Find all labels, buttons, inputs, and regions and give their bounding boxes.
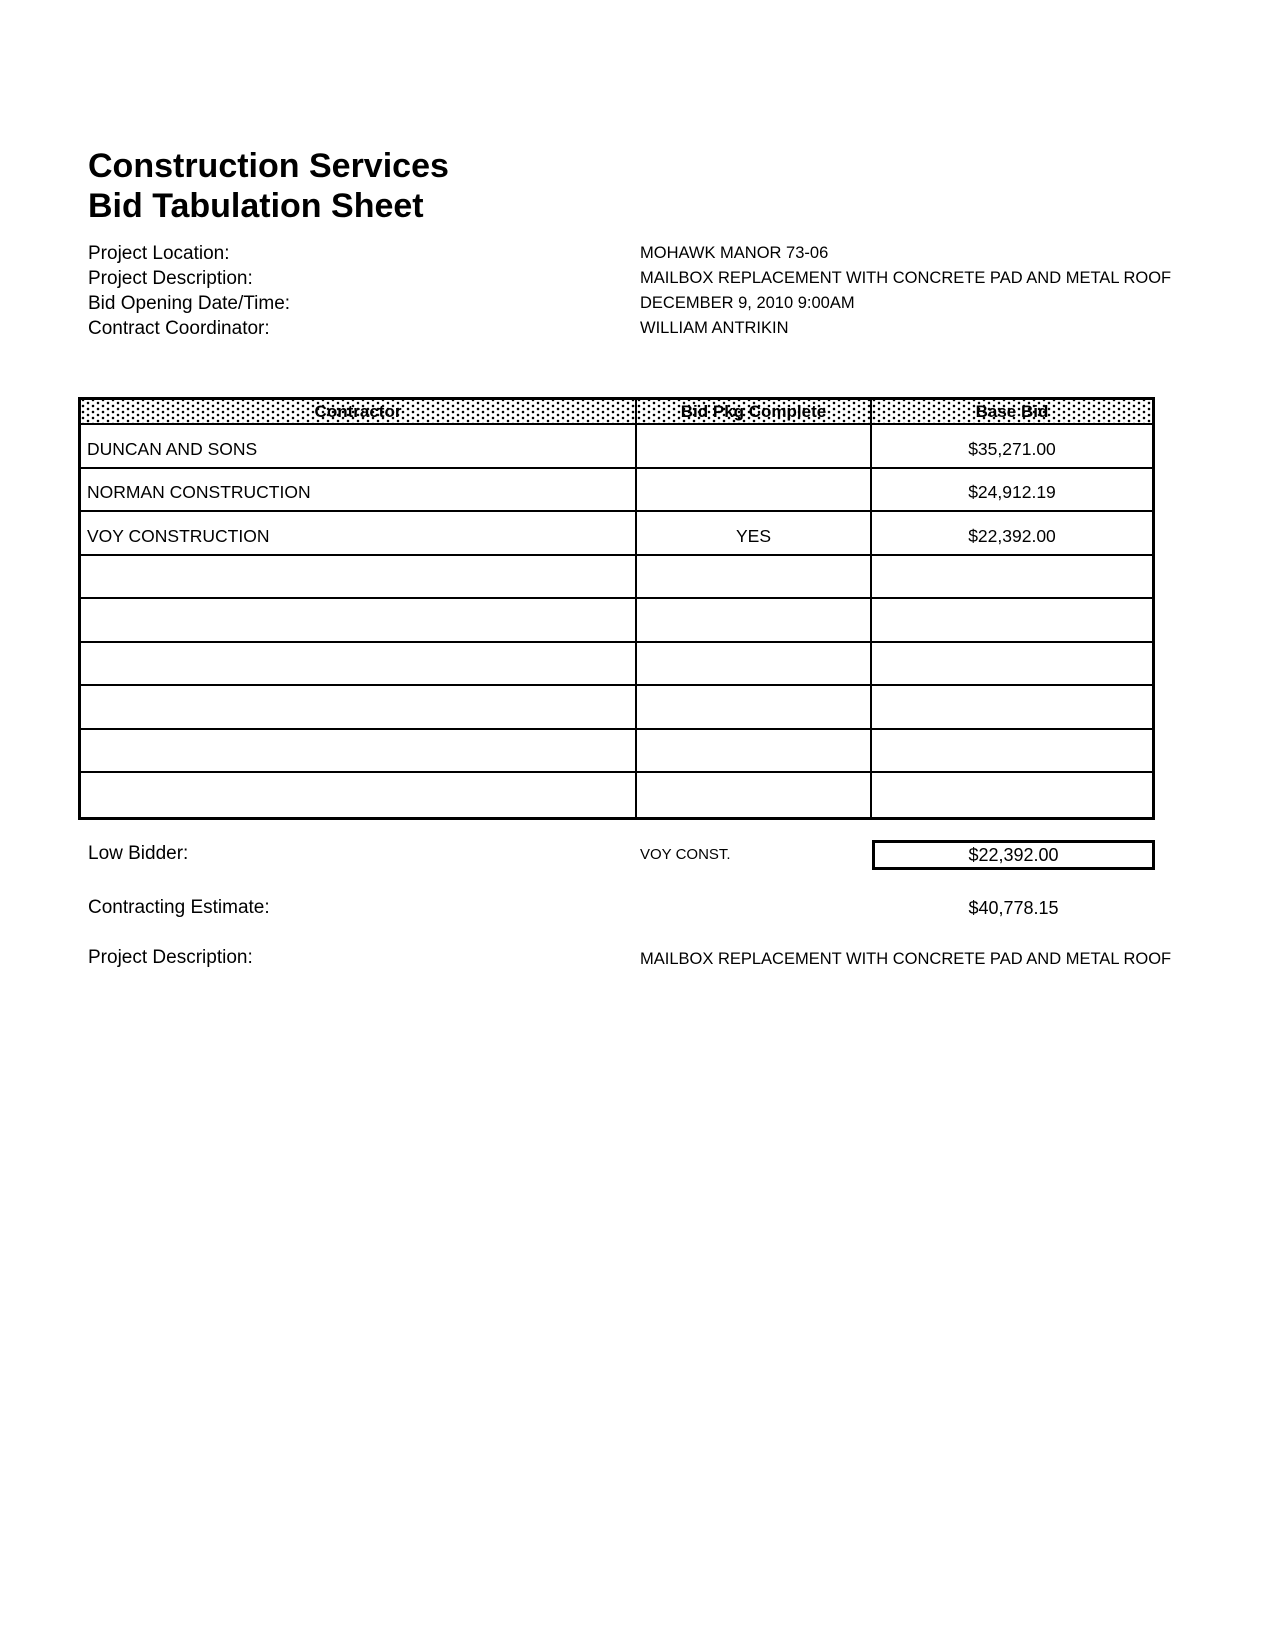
bid-pkg-cell <box>637 425 872 469</box>
contractor-cell: DUNCAN AND SONS <box>81 425 637 469</box>
bid-pkg-cell <box>637 556 872 600</box>
contract-coordinator-value: WILLIAM ANTRIKIN <box>640 319 789 337</box>
contractor-cell: VOY CONSTRUCTION <box>81 512 637 556</box>
bid-pkg-cell <box>637 686 872 730</box>
low-bidder-amount: $22,392.00 <box>968 844 1059 865</box>
document-title <box>88 146 449 226</box>
base-bid-cell: $35,271.00 <box>872 425 1152 469</box>
col-header-base-bid: Base Bid <box>872 400 1152 425</box>
base-bid-cell <box>872 773 1152 817</box>
contract-coordinator-label: Contract Coordinator: <box>88 317 270 339</box>
project-description-value-bottom: MAILBOX REPLACEMENT WITH CONCRETE PAD AND METAL ROOF <box>640 950 1172 968</box>
col-header-bid-pkg-complete: Bid Pkg Complete <box>637 400 872 425</box>
contractor-cell <box>81 599 637 643</box>
low-bidder-amount-box <box>872 840 1155 870</box>
low-bidder-name: VOY CONST. <box>640 846 731 863</box>
base-bid-cell: $24,912.19 <box>872 469 1152 513</box>
project-location-label: Project Location: <box>88 242 230 264</box>
contractor-cell <box>81 773 637 817</box>
project-description-label-bottom: Project Description: <box>88 947 253 968</box>
project-location-row <box>88 241 1208 266</box>
bid-pkg-cell: YES <box>637 512 872 556</box>
bid-pkg-cell <box>637 643 872 687</box>
base-bid-cell: $22,392.00 <box>872 512 1152 556</box>
bid-table <box>78 397 1155 820</box>
bid-opening-row <box>88 291 1208 316</box>
bid-opening-label: Bid Opening Date/Time: <box>88 292 291 314</box>
project-location-value: MOHAWK MANOR 73-06 <box>640 244 829 262</box>
contractor-cell: NORMAN CONSTRUCTION <box>81 469 637 513</box>
base-bid-cell <box>872 730 1152 774</box>
bid-pkg-cell <box>637 773 872 817</box>
contractor-cell <box>81 730 637 774</box>
contracting-estimate-label: Contracting Estimate: <box>88 897 270 918</box>
base-bid-cell <box>872 643 1152 687</box>
contractor-cell <box>81 643 637 687</box>
low-bidder-label: Low Bidder: <box>88 843 189 864</box>
bid-pkg-cell <box>637 599 872 643</box>
project-description-row <box>88 266 1208 291</box>
project-description-value: MAILBOX REPLACEMENT WITH CONCRETE PAD AND METAL ROOF <box>640 269 1172 287</box>
bid-opening-value: DECEMBER 9, 2010 9:00AM <box>640 294 855 312</box>
base-bid-cell <box>872 599 1152 643</box>
title-line-2: Bid Tabulation Sheet <box>88 187 424 225</box>
base-bid-cell <box>872 556 1152 600</box>
project-description-label: Project Description: <box>88 267 253 289</box>
title-line-1: Construction Services <box>88 147 449 185</box>
col-header-contractor: Contractor <box>81 400 637 425</box>
bid-pkg-cell <box>637 469 872 513</box>
contracting-estimate-amount: $40,778.15 <box>968 898 1059 918</box>
contractor-cell <box>81 686 637 730</box>
contract-coordinator-row <box>88 316 1208 341</box>
bid-pkg-cell <box>637 730 872 774</box>
contractor-cell <box>81 556 637 600</box>
base-bid-cell <box>872 686 1152 730</box>
